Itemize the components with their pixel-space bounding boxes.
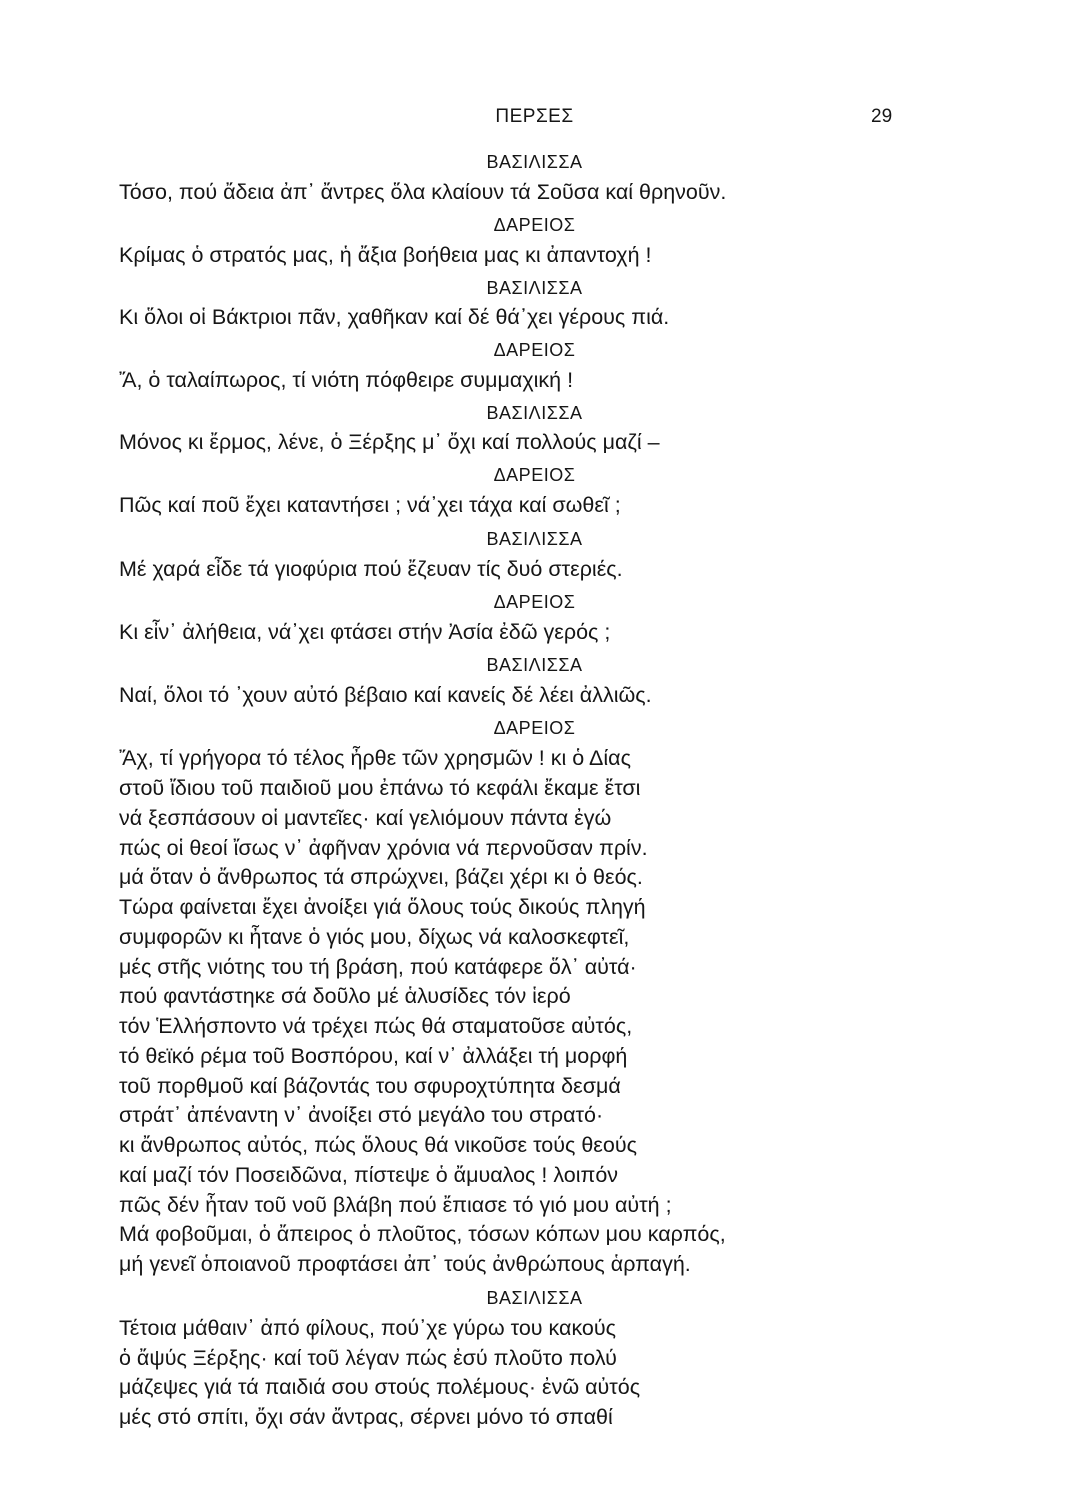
page-number: 29 [871,106,893,127]
speaker-label: ΒΑΣΙΛΙΣΣΑ [486,529,583,549]
running-header-title: ΠΕΡΣΕΣ [495,106,574,127]
speaker-label: ΒΑΣΙΛΙΣΣΑ [486,278,583,298]
verse-line: Ἄχ, τί γρήγορα τό τέλος ἦρθε τῶν χρησμῶν ! κι ὁ Δίας [119,746,631,770]
speaker-label: ΒΑΣΙΛΙΣΣΑ [486,1288,583,1308]
verse-line: Ἄ, ὁ ταλαίπωρος, τί νιότη πόφθειρε συμμαχική ! [119,368,574,392]
verse-line: Μόνος κι ἔρμος, λένε, ὁ Ξέρξης μ᾽ ὄχι καί πολλούς μαζί – [119,430,660,454]
verse-line: μάζεψες γιά τά παιδιά σου στούς πολέμους· ἐνῶ αὐτός [119,1375,641,1399]
verse-line: καί μαζί τόν Ποσειδῶνα, πίστεψε ὁ ἄμυαλος ! λοιπόν [119,1163,619,1187]
verse-line: Πῶς καί ποῦ ἔχει καταντήσει ; νά᾽χει τάχα καί σωθεῖ ; [119,493,621,517]
verse-line: μά ὅταν ὁ ἄνθρωπος τά σπρώχνει, βάζει χέρι κι ὁ θεός. [119,865,643,889]
verse-line: πῶς δέν ἦταν τοῦ νοῦ βλάβη πού ἔπιασε τό γιό μου αὐτή ; [119,1193,672,1217]
verse-line: κι ἄνθρωπος αὐτός, πώς ὅλους θά νικοῦσε τούς θεούς [119,1133,637,1157]
verse-line: μές στό σπίτι, ὄχι σάν ἄντρας, σέρνει μόνο τό σπαθί [119,1405,613,1429]
speaker-label: ΔΑΡΕΙΟΣ [493,215,576,235]
verse-line: τό θεϊκό ρέμα τοῦ Βοσπόρου, καί ν᾽ ἀλλάξει τή μορφή [119,1044,628,1068]
verse-line: πού φαντάστηκε σά δοῦλο μέ ἁλυσίδες τόν ἱερό [119,984,571,1008]
verse-line: νά ξεσπάσουν οἱ μαντεῖες· καί γελιόμουν πάντα ἐγώ [119,806,612,830]
verse-line: τόν Ἑλλήσποντο νά τρέχει πώς θά σταματοῦσε αὐτός, [119,1014,633,1038]
verse-line: πώς οἱ θεοί ἴσως ν᾽ ἀφῆναν χρόνια νά περνοῦσαν πρίν. [119,836,648,860]
verse-line: μές στῆς νιότης του τή βράση, πού κατάφερε ὅλ᾽ αὐτά· [119,955,637,979]
speaker-label: ΔΑΡΕΙΟΣ [493,718,576,738]
verse-line: Κρίμας ὁ στρατός μας, ἡ ἄξια βοήθεια μας κι ἀπαντοχή ! [119,243,652,267]
verse-line: Μέ χαρά εἶδε τά γιοφύρια πού ἔζευαν τίς δυό στεριές. [119,557,623,581]
speaker-label: ΒΑΣΙΛΙΣΣΑ [486,152,583,172]
verse-line: Τώρα φαίνεται ἔχει ἀνοίξει γιά ὅλους τούς δικούς πληγή [119,895,646,919]
verse-line: τοῦ πορθμοῦ καί βάζοντάς του σφυροχτύπητα δεσμά [119,1074,621,1098]
verse-line: μή γενεῖ ὁποιανοῦ προφτάσει ἀπ᾽ τούς ἀνθρώπους ἁρπαγή. [119,1252,691,1276]
verse-line: στοῦ ἴδιου τοῦ παιδιοῦ μου ἐπάνω τό κεφάλι ἔκαμε ἔτσι [119,776,641,800]
speaker-label: ΒΑΣΙΛΙΣΣΑ [486,403,583,423]
verse-line: Μά φοβοῦμαι, ὁ ἄπειρος ὁ πλοῦτος, τόσων κόπων μου καρπός, [119,1222,726,1246]
speaker-label: ΔΑΡΕΙΟΣ [493,340,576,360]
verse-line: συμφορῶν κι ἦτανε ὁ γιός μου, δίχως νά καλοσκεφτεῖ, [119,925,630,949]
verse-line: στράτ᾽ ἀπέναντη ν᾽ ἀνοίξει στό μεγάλο του στρατό· [119,1103,604,1127]
verse-line: Κι εἶν᾽ ἀλήθεια, νά᾽χει φτάσει στήν Ἀσία ἐδῶ γερός ; [119,620,611,644]
speaker-label: ΒΑΣΙΛΙΣΣΑ [486,655,583,675]
verse-line: Κι ὅλοι οἱ Βάκτριοι πᾶν, χαθῆκαν καί δέ θά᾽χει γέρους πιά. [119,305,670,329]
speaker-label: ΔΑΡΕΙΟΣ [493,592,576,612]
verse-line: Τέτοια μάθαιν᾽ ἀπό φίλους, πού᾽χε γύρω του κακούς [119,1316,617,1340]
verse-line: ὁ ἄψύς Ξέρξης· καί τοῦ λέγαν πώς ἐσύ πλοῦτο πολύ [119,1346,617,1370]
speaker-label: ΔΑΡΕΙΟΣ [493,465,576,485]
verse-line: Τόσο, πού ἄδεια ἀπ᾽ ἄντρες ὅλα κλαίουν τά Σοῦσα καί θρηνοῦν. [119,180,727,204]
verse-line: Ναί, ὅλοι τό ᾽χουν αὐτό βέβαιο καί κανείς δέ λέει ἀλλιῶς. [119,683,652,707]
